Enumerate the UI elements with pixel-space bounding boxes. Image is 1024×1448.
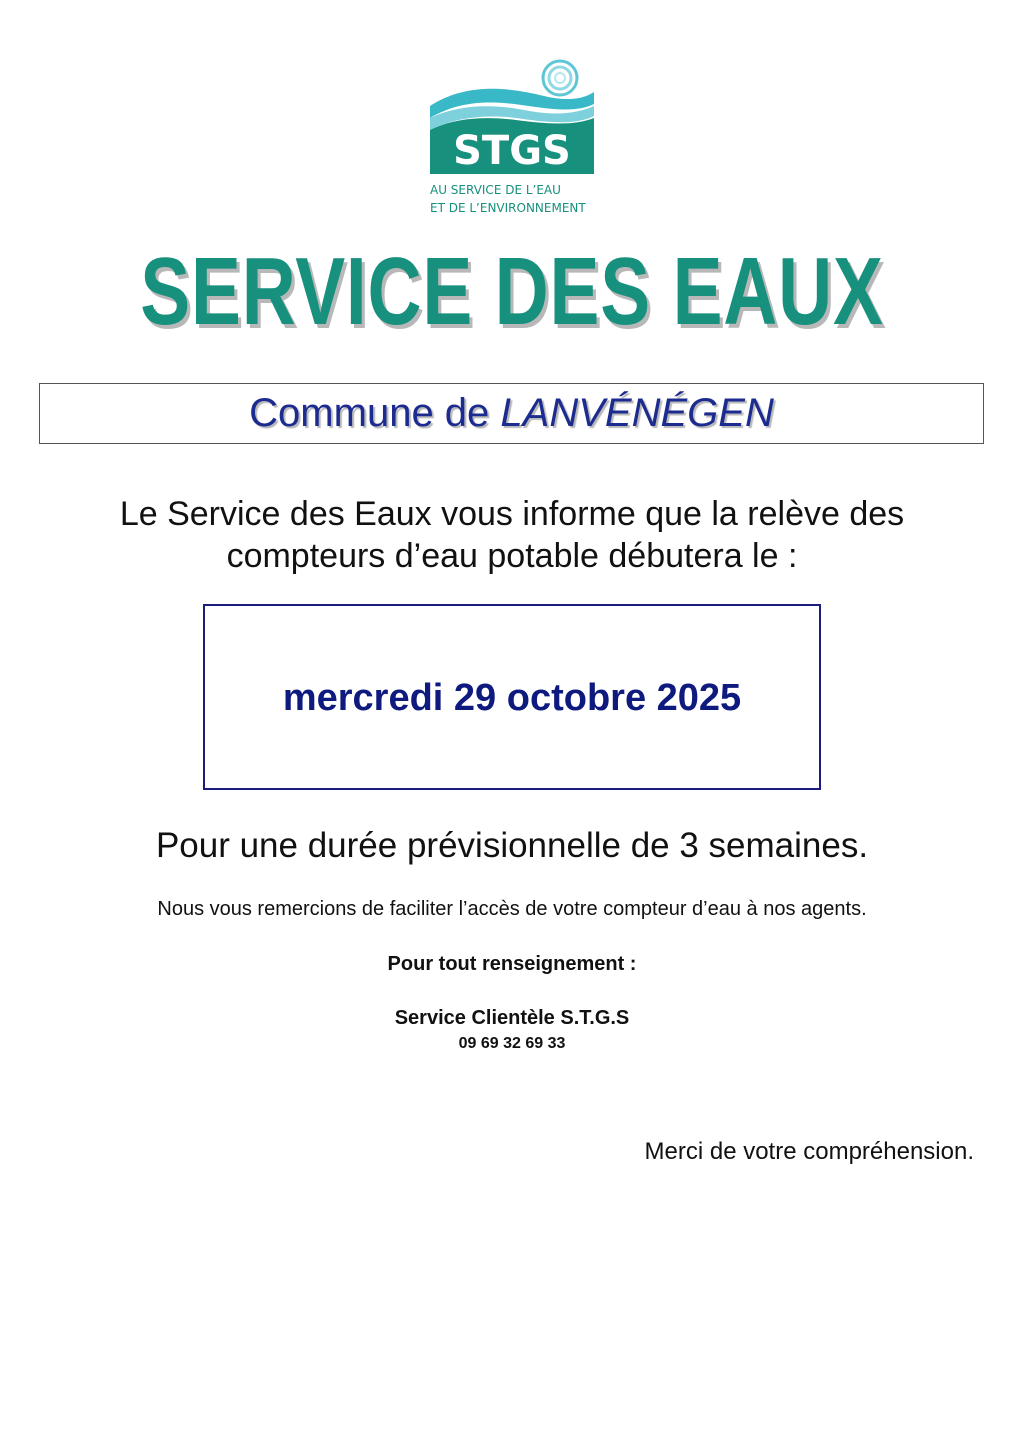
commune-town: LANVÉNÉGEN [500,391,774,435]
logo-wordmark: STGS [453,128,571,174]
intro-paragraph [40,493,984,577]
closing-text: Merci de votre compréhension. [644,1138,974,1165]
start-date: mercredi 29 octobre 2025 [282,677,742,719]
intro-line-2: compteurs d’eau potable débutera le : [226,537,798,575]
duration-text: Pour une durée prévisionnelle de 3 semaines. [155,826,869,865]
contact-phone: 09 69 32 69 33 [458,1035,566,1052]
contact-service: Service Clientèle S.T.G.S [394,1007,630,1029]
page-title: SERVICE DES EAUX [140,238,884,345]
commune-prefix: Commune de [249,391,501,435]
contact-heading: Pour tout renseignement : [387,953,637,975]
stgs-logo [424,56,604,220]
access-request-text: Nous vous remercions de faciliter l’accès de votre compteur d’eau à nos agents. [157,898,867,920]
logo-tagline-line2: ET DE L’ENVIRONNEMENT [430,201,586,215]
logo-tagline-line1: AU SERVICE DE L’EAU [430,183,561,197]
commune-banner [39,383,984,444]
intro-line-1: Le Service des Eaux vous informe que la relève des [119,495,905,533]
